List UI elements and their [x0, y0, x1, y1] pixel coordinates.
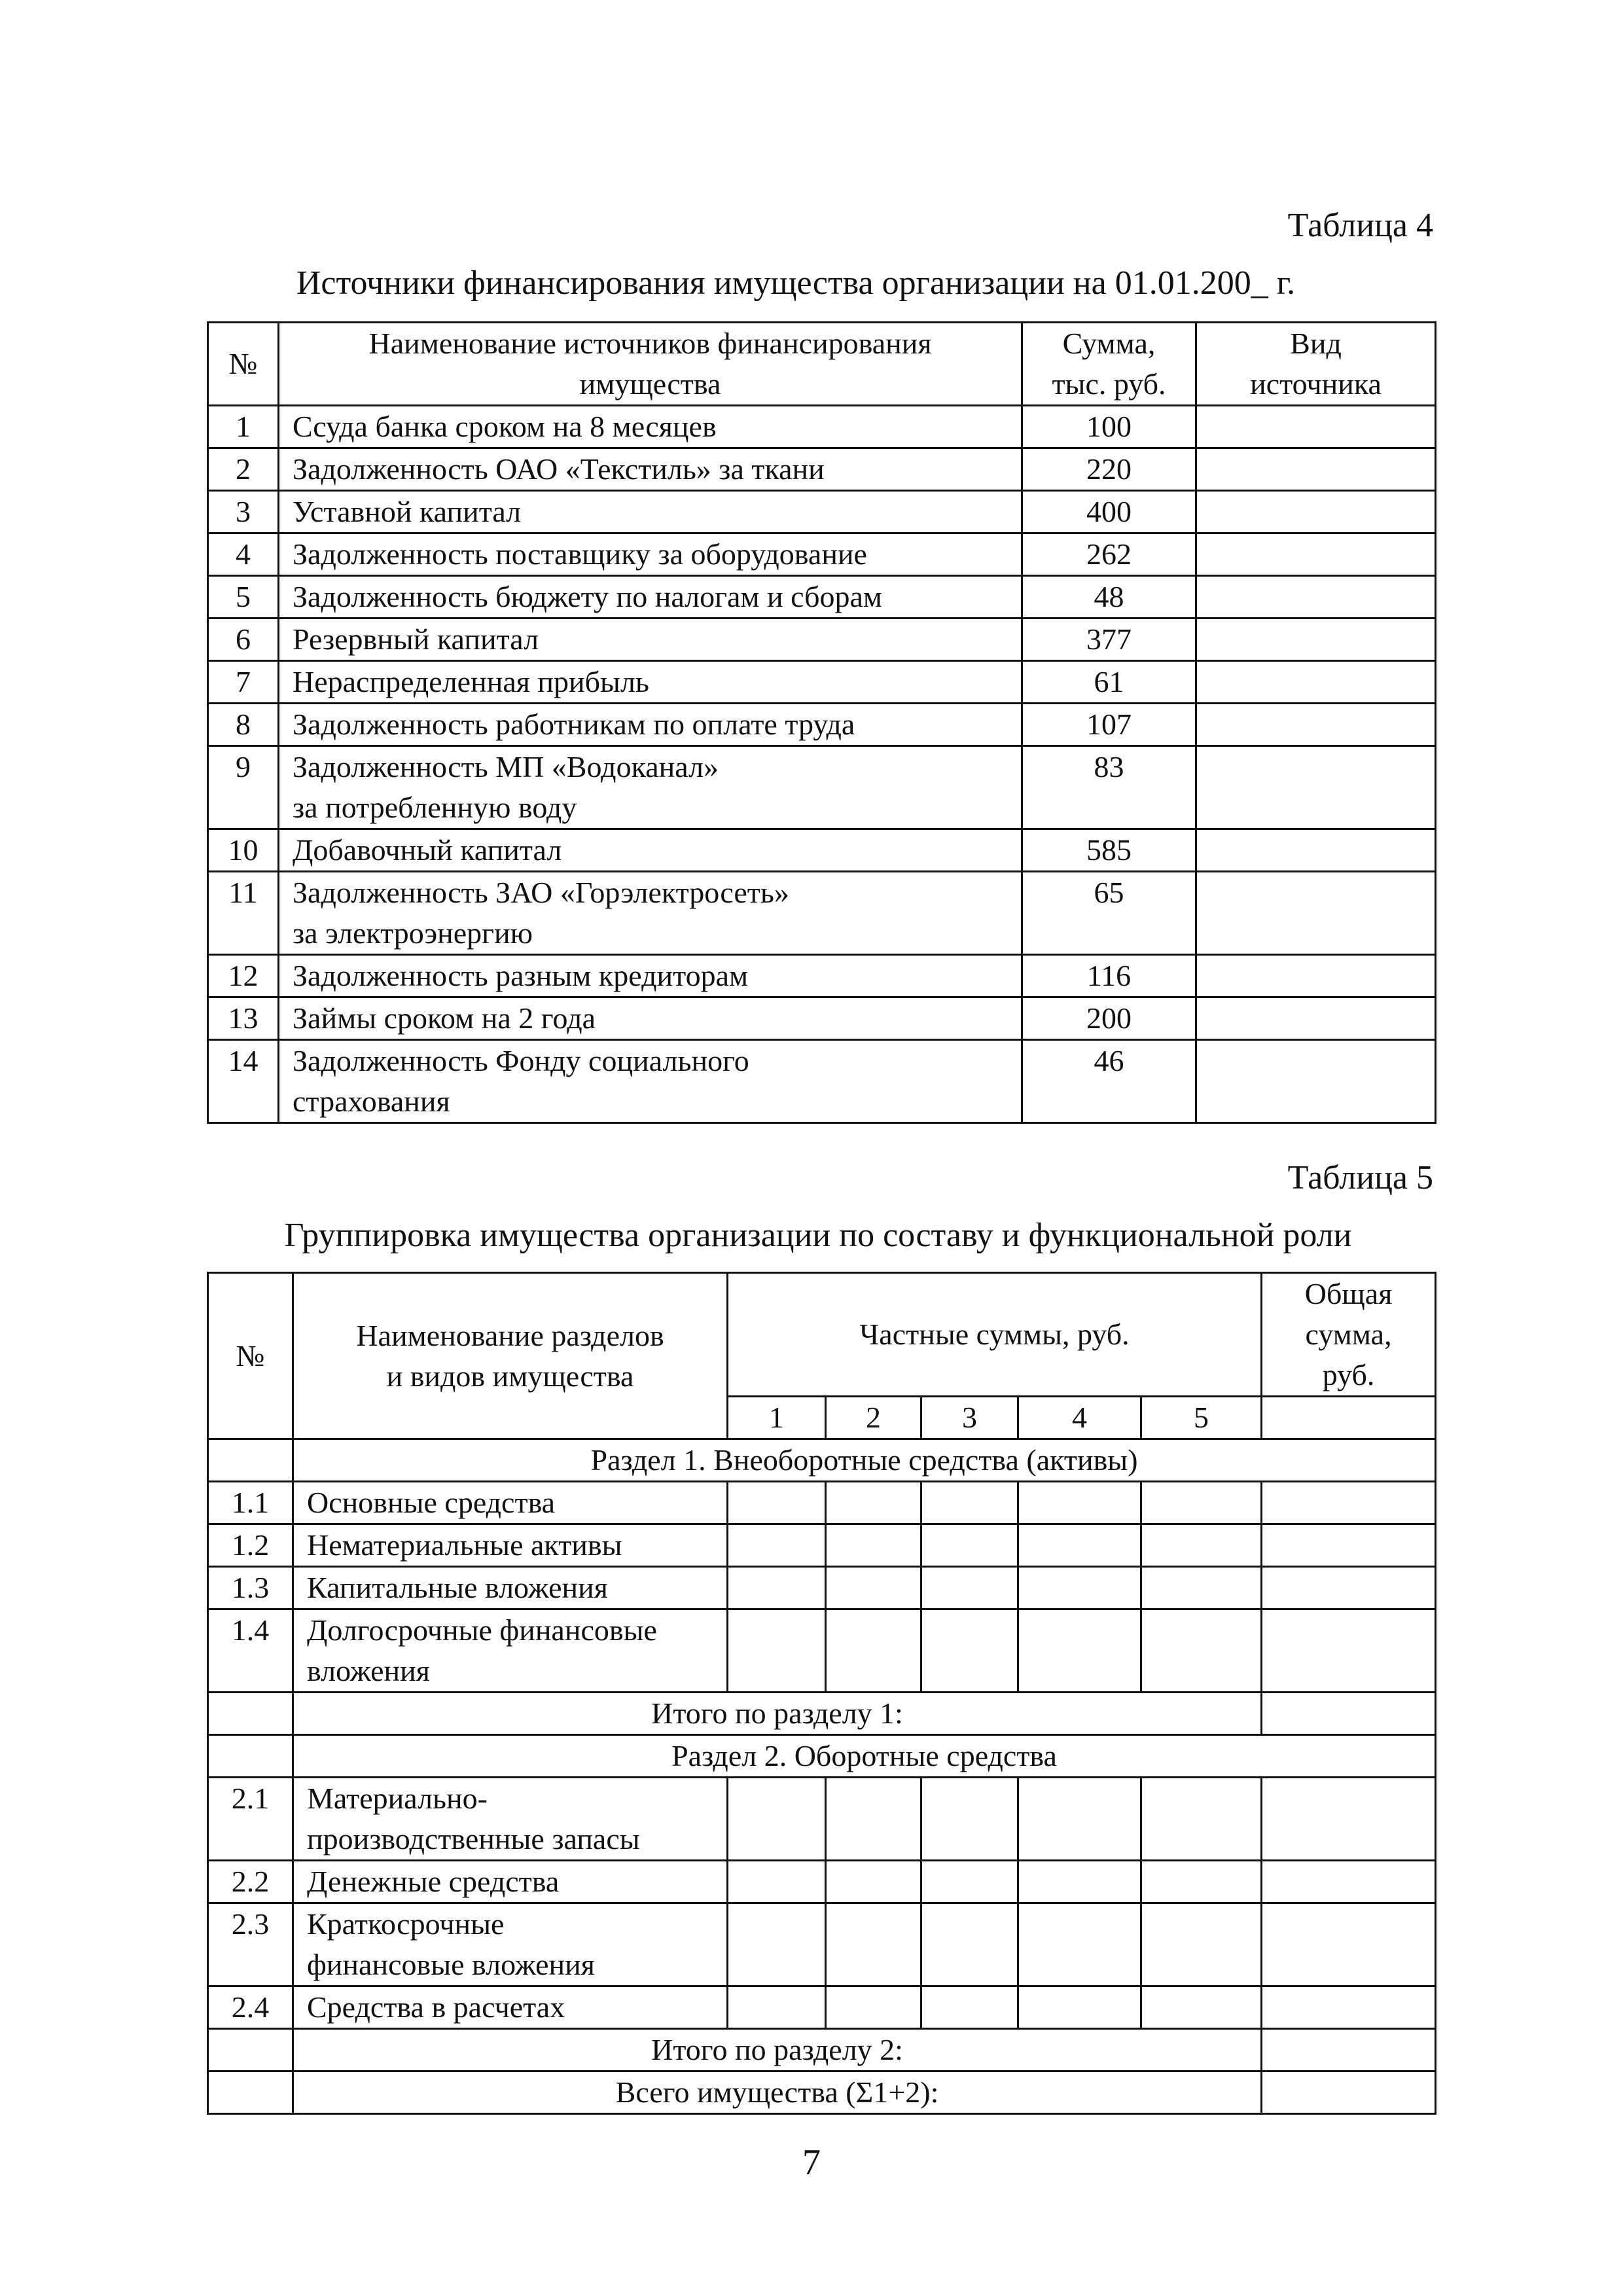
table5-row-name-line: Средства в расчетах: [307, 1990, 565, 2024]
table4-row-type: [1196, 955, 1436, 997]
section1-title-row: [208, 1439, 1436, 1482]
table4-row-name-line: Задолженность работникам по оплате труда: [293, 708, 855, 741]
table5-col-total: [1262, 1397, 1436, 1439]
table4-row-name-line: Задолженность бюджету по налогам и сборам: [293, 580, 883, 613]
table5-row-cell: [921, 1524, 1018, 1567]
table4-row-name-line: Займы сроком на 2 года: [293, 1001, 596, 1035]
table4-row-num: 10: [208, 829, 279, 872]
table4-header-num: №: [208, 323, 279, 406]
table5-row-cell: [1141, 1524, 1262, 1567]
table5-row-cell: [728, 1482, 826, 1524]
table4-header-type-line1: Вид: [1290, 327, 1342, 360]
table4-row-type: [1196, 661, 1436, 704]
table5-row-cell: [1262, 1903, 1436, 1986]
table4-row-sum: 61: [1022, 661, 1196, 704]
table4-row-name-line: Добавочный капитал: [293, 833, 562, 867]
table5-row-cell: [1018, 1903, 1141, 1986]
table4-row-name-line: за потребленную воду: [293, 791, 577, 824]
table5-row-cell: [921, 1903, 1018, 1986]
table4-header-sum-line1: Сумма,: [1062, 327, 1156, 360]
table4-row-type: [1196, 491, 1436, 533]
section2-title-num-empty: [208, 1735, 293, 1778]
table4-row-sum: 220: [1022, 448, 1196, 491]
table4-row-type: [1196, 576, 1436, 619]
table4-row-name-line: Задолженность поставщику за оборудование: [293, 537, 867, 571]
table5-row-cell: [826, 1567, 921, 1609]
table5-row-cell: [728, 1986, 826, 2029]
table4-row-type: [1196, 872, 1436, 955]
table5-row-name: [293, 1986, 728, 2029]
table4-row-name-line: Задолженность ОАО «Текстиль» за ткани: [293, 452, 825, 486]
section1-total-row: [208, 1693, 1436, 1735]
table4-row-sum: 48: [1022, 576, 1196, 619]
table4-row-num: 6: [208, 619, 279, 661]
table4-row-num: 4: [208, 533, 279, 576]
table4-row-sum: 400: [1022, 491, 1196, 533]
table5-row-name-line: Денежные средства: [307, 1865, 560, 1898]
table5-row-name: [293, 1778, 728, 1861]
table4-row-name: [279, 1040, 1022, 1123]
table5-row-cell: [728, 1861, 826, 1903]
table5-row: [208, 1524, 1436, 1567]
table4-row-name-line: Уставной капитал: [293, 495, 522, 528]
table4-row-name: [279, 704, 1022, 746]
table5-row-cell: [728, 1524, 826, 1567]
table4-row-num: 13: [208, 997, 279, 1040]
table4-row: [208, 576, 1436, 619]
table5-row-cell: [1141, 1986, 1262, 2029]
table5-row-cell: [826, 1524, 921, 1567]
table5-row-cell: [921, 1861, 1018, 1903]
table5-row-name-line: Нематериальные активы: [307, 1528, 622, 1562]
table4-row: [208, 491, 1436, 533]
table4-row-name: [279, 491, 1022, 533]
table4-row-num: 2: [208, 448, 279, 491]
table4-header-type-line2: источника: [1250, 367, 1382, 401]
table5-row-cell: [1262, 1986, 1436, 2029]
table4-row: [208, 829, 1436, 872]
table5-row-cell: [1018, 1609, 1141, 1693]
table4-row-name-line: Ссуда банка сроком на 8 месяцев: [293, 410, 717, 443]
table4-header-name: [279, 323, 1022, 406]
section2-total: Итого по разделу 2:: [293, 2029, 1262, 2072]
table5: [207, 1272, 1436, 2115]
table4-row: [208, 661, 1436, 704]
table4-header-sum-line2: тыс. руб.: [1052, 367, 1166, 401]
section2-total-row: [208, 2029, 1436, 2072]
table5-header-partial: Частные суммы, руб.: [728, 1273, 1262, 1397]
table4-row: [208, 955, 1436, 997]
table5-header-name: [293, 1273, 728, 1439]
table4-row-sum: 46: [1022, 1040, 1196, 1123]
table4-label: Таблица 4: [1287, 207, 1433, 244]
table4-row-num: 3: [208, 491, 279, 533]
table5-row-num: 1.4: [208, 1609, 293, 1693]
table5-row-name: [293, 1903, 728, 1986]
table5-row-name-line: Долгосрочные финансовые: [307, 1613, 657, 1647]
table5-row-cell: [1262, 1609, 1436, 1693]
table5-row: [208, 1567, 1436, 1609]
table5-row-name-line: Капитальные вложения: [307, 1571, 608, 1604]
table4-header-name-line1: Наименование источников финансирования: [368, 327, 932, 360]
table4-row-type: [1196, 704, 1436, 746]
table4-row-name: [279, 661, 1022, 704]
table4-row-name: [279, 997, 1022, 1040]
table4-row-sum: 200: [1022, 997, 1196, 1040]
table5-row-cell: [1018, 1567, 1141, 1609]
table5-col-4: 4: [1018, 1397, 1141, 1439]
table5-row-cell: [1141, 1778, 1262, 1861]
table4-row-type: [1196, 1040, 1436, 1123]
table4-row-type: [1196, 406, 1436, 448]
table5-row: [208, 1986, 1436, 2029]
table4-row-name-line: за электроэнергию: [293, 916, 533, 950]
table4-row-type: [1196, 997, 1436, 1040]
table5-row-cell: [921, 1986, 1018, 2029]
table4-row-sum: 585: [1022, 829, 1196, 872]
table5-row-num: 2.2: [208, 1861, 293, 1903]
table5-row-cell: [921, 1609, 1018, 1693]
grand-total-total-cell: [1262, 2072, 1436, 2114]
grand-total-row: [208, 2072, 1436, 2114]
table4-row-num: 12: [208, 955, 279, 997]
table5-row-num: 1.2: [208, 1524, 293, 1567]
table4-row-sum: 65: [1022, 872, 1196, 955]
table4-row-sum: 100: [1022, 406, 1196, 448]
table4-row-name: [279, 955, 1022, 997]
table5-row-name: [293, 1861, 728, 1903]
table5-row-cell: [1262, 1567, 1436, 1609]
table5-title: Группировка имущества организации по составу и функциональной роли: [284, 1217, 1352, 1254]
table5-row-cell: [1262, 1861, 1436, 1903]
table4: [207, 321, 1436, 1124]
table5-header-num: №: [208, 1273, 293, 1439]
table4-row-name-line: Резервный капитал: [293, 622, 539, 656]
table5-row-name: [293, 1524, 728, 1567]
table5-row-num: 2.3: [208, 1903, 293, 1986]
table4-row-num: 11: [208, 872, 279, 955]
table5-row-name: [293, 1482, 728, 1524]
table5-row: [208, 1861, 1436, 1903]
table4-row-name: [279, 829, 1022, 872]
table5-row-cell: [1141, 1903, 1262, 1986]
table4-row-type: [1196, 619, 1436, 661]
table5-col-5: 5: [1141, 1397, 1262, 1439]
table5-row-cell: [1141, 1567, 1262, 1609]
table5-row-name-line: Материально-: [307, 1782, 488, 1815]
table5-row-num: 1.1: [208, 1482, 293, 1524]
table5-row-cell: [1018, 1524, 1141, 1567]
table4-row-name-line: Задолженность Фонду социального: [293, 1044, 749, 1077]
table4-row-num: 5: [208, 576, 279, 619]
table5-header-name-line1: Наименование разделов: [356, 1318, 664, 1352]
table5-row-cell: [921, 1567, 1018, 1609]
table4-row-num: 1: [208, 406, 279, 448]
section2-total-num-empty: [208, 2029, 293, 2072]
table4-row-name: [279, 576, 1022, 619]
table5-row-cell: [826, 1861, 921, 1903]
section2-total-total-cell: [1262, 2029, 1436, 2072]
table5-row-cell: [1141, 1482, 1262, 1524]
table5-header-total-line3: руб.: [1322, 1358, 1375, 1391]
table5-row-name-line: Основные средства: [307, 1486, 556, 1519]
table4-row-sum: 377: [1022, 619, 1196, 661]
table4-row-type: [1196, 829, 1436, 872]
table4-row-name-line: страхования: [293, 1085, 450, 1118]
table5-row-cell: [826, 1778, 921, 1861]
section1-total: Итого по разделу 1:: [293, 1693, 1262, 1735]
table4-row-num: 7: [208, 661, 279, 704]
table5-row-cell: [921, 1482, 1018, 1524]
section1-title-num-empty: [208, 1439, 293, 1482]
table5-col-3: 3: [921, 1397, 1018, 1439]
table4-row: [208, 406, 1436, 448]
page-number: 7: [802, 2142, 821, 2183]
table5-col-1: 1: [728, 1397, 826, 1439]
table5-header-total: [1262, 1273, 1436, 1397]
table5-row-num: 1.3: [208, 1567, 293, 1609]
table5-row-name-line: вложения: [307, 1654, 430, 1687]
table5-row-cell: [1262, 1482, 1436, 1524]
section1-total-total-cell: [1262, 1693, 1436, 1735]
table4-row-name-line: Задолженность МП «Водоканал»: [293, 750, 719, 783]
table4-row-name: [279, 448, 1022, 491]
table5-row-num: 2.4: [208, 1986, 293, 2029]
table5-row-name-line: производственные запасы: [307, 1822, 640, 1856]
table5-row-cell: [1262, 1778, 1436, 1861]
grand-total: Всего имущества (Σ1+2):: [293, 2072, 1262, 2114]
table5-row-cell: [728, 1609, 826, 1693]
table5-row-cell: [826, 1986, 921, 2029]
table4-row: [208, 704, 1436, 746]
table5-row-cell: [826, 1482, 921, 1524]
table5-row-name-line: финансовые вложения: [307, 1948, 595, 1981]
section1-total-num-empty: [208, 1693, 293, 1735]
table4-row-type: [1196, 746, 1436, 829]
table4-row-sum: 83: [1022, 746, 1196, 829]
section2-title-row: [208, 1735, 1436, 1778]
table5-header-row: [208, 1273, 1436, 1397]
table5-row-cell: [1141, 1609, 1262, 1693]
table4-row-type: [1196, 448, 1436, 491]
table4-row-name: [279, 746, 1022, 829]
table4-header-type: [1196, 323, 1436, 406]
table5-row-cell: [826, 1609, 921, 1693]
table4-row-name-line: Задолженность разным кредиторам: [293, 959, 749, 992]
table4-header-name-line2: имущества: [579, 367, 721, 401]
table4-row: [208, 533, 1436, 576]
table5-row-cell: [728, 1903, 826, 1986]
table4-row: [208, 1040, 1436, 1123]
table5-row: [208, 1482, 1436, 1524]
table4-row: [208, 619, 1436, 661]
table4-row: [208, 997, 1436, 1040]
table5-label: Таблица 5: [1287, 1159, 1433, 1196]
table5-row-cell: [1018, 1778, 1141, 1861]
table5-row-cell: [728, 1567, 826, 1609]
table4-row-num: 9: [208, 746, 279, 829]
grand-total-num-empty: [208, 2072, 293, 2114]
table5-row-num: 2.1: [208, 1778, 293, 1861]
table4-row-name-line: Нераспределенная прибыль: [293, 665, 649, 698]
table4-row-name: [279, 872, 1022, 955]
table5-row: [208, 1903, 1436, 1986]
table5-col-2: 2: [826, 1397, 921, 1439]
table4-row-num: 8: [208, 704, 279, 746]
table5-header-total-line2: сумма,: [1305, 1318, 1392, 1351]
table4-row-name: [279, 406, 1022, 448]
table4-header-sum: [1022, 323, 1196, 406]
table5-row-name: [293, 1567, 728, 1609]
table5-row-cell: [826, 1903, 921, 1986]
table4-row-name: [279, 619, 1022, 661]
table5-row-cell: [728, 1778, 826, 1861]
table4-row-num: 14: [208, 1040, 279, 1123]
table4-row-sum: 262: [1022, 533, 1196, 576]
table4-row: [208, 746, 1436, 829]
table4-row-sum: 107: [1022, 704, 1196, 746]
table5-row-cell: [1141, 1861, 1262, 1903]
table5-row-cell: [921, 1778, 1018, 1861]
section2-title: Раздел 2. Оборотные средства: [293, 1735, 1436, 1778]
table4-row-sum: 116: [1022, 955, 1196, 997]
table5-row: [208, 1609, 1436, 1693]
table5-row-cell: [1018, 1986, 1141, 2029]
table4-header-row: [208, 323, 1436, 406]
table5-row-cell: [1018, 1482, 1141, 1524]
table5-header-total-line1: Общая: [1304, 1277, 1393, 1310]
table5-row-cell: [1018, 1861, 1141, 1903]
table5-row-cell: [1262, 1524, 1436, 1567]
table4-row-name-line: Задолженность ЗАО «Горэлектросеть»: [293, 876, 789, 909]
table4-row: [208, 872, 1436, 955]
table4-row-name: [279, 533, 1022, 576]
table5-row-name: [293, 1609, 728, 1693]
table4-row: [208, 448, 1436, 491]
table5-row: [208, 1778, 1436, 1861]
table4-row-type: [1196, 533, 1436, 576]
section1-title: Раздел 1. Внеоборотные средства (активы): [293, 1439, 1436, 1482]
table5-header-name-line2: и видов имущества: [386, 1359, 634, 1393]
table4-title: Источники финансирования имущества организации на 01.01.200_ г.: [296, 264, 1296, 302]
table5-row-name-line: Краткосрочные: [307, 1907, 505, 1941]
